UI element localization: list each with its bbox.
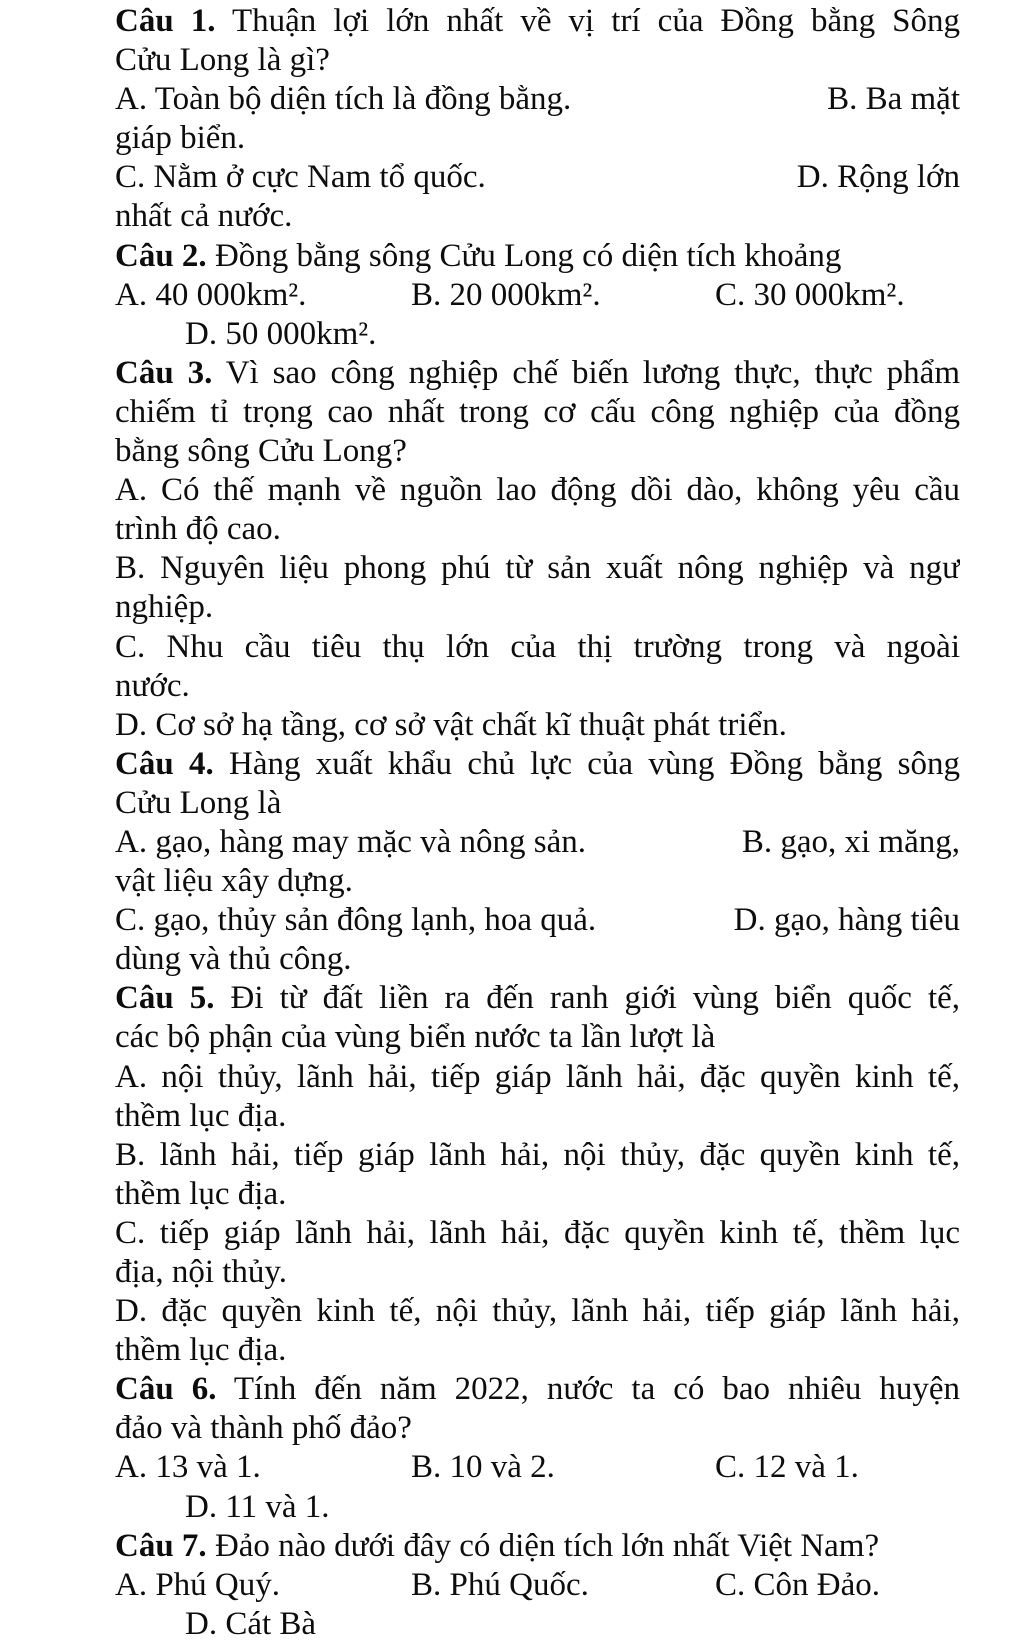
option-c: C. Nằm ở cực Nam tổ quốc. (115, 159, 486, 196)
question-text-line: chiếm tỉ trọng cao nhất trong cơ cấu công nghiệp của đồng (115, 393, 960, 430)
question-text: Tính đến năm 2022, nước ta có bao nhiêu huyện (233, 1371, 960, 1408)
option-a: A. Toàn bộ diện tích là đồng bằng. (115, 81, 572, 118)
option-d-continuation: dùng và thủ công. (115, 941, 352, 978)
option-d-continuation: nhất cả nước. (115, 198, 293, 235)
option-a-continuation: trình độ cao. (115, 511, 281, 548)
question-number: Câu 6. (115, 1371, 217, 1408)
option-a-continuation: thềm lục địa. (115, 1097, 287, 1134)
question-text: Thuận lợi lớn nhất về vị trí của Đồng bằng Sông (232, 3, 960, 39)
question-text: Đồng bằng sông Cửu Long có diện tích khoảng (214, 237, 842, 274)
option-a: A. 40 000km². (115, 276, 307, 313)
question-5 (115, 979, 960, 1370)
option-b: B. 10 và 2. (411, 1449, 555, 1486)
question-line (115, 1370, 960, 1409)
option-c: C. 30 000km². (715, 276, 905, 313)
options-row (115, 901, 960, 940)
question-2 (115, 237, 960, 354)
option-c: C. tiếp giáp lãnh hải, lãnh hải, đặc quyền kinh tế, thềm lục (115, 1214, 960, 1251)
option-b: B. Ba mặt (827, 81, 960, 118)
option-d: D. đặc quyền kinh tế, nội thủy, lãnh hải, tiếp giáp lãnh hải, (115, 1293, 960, 1330)
option-c: C. Côn Đảo. (715, 1566, 880, 1603)
option-d: D. Cơ sở hạ tầng, cơ sở vật chất kĩ thuật phát triển. (115, 706, 787, 743)
option-a: A. Có thế mạnh về nguồn lao động dồi dào, không yêu cầu (115, 472, 960, 509)
question-number: Câu 1. (115, 3, 216, 39)
options-row (115, 158, 960, 197)
question-line (115, 1527, 960, 1566)
option-a: A. Phú Quý. (115, 1566, 281, 1603)
option-b: B. lãnh hải, tiếp giáp lãnh hải, nội thủy, đặc quyền kinh tế, (115, 1136, 960, 1173)
question-number: Câu 4. (115, 745, 214, 782)
option-c: C. gạo, thủy sản đông lạnh, hoa quả. (115, 902, 597, 939)
question-line (115, 979, 960, 1018)
options-row (115, 1566, 960, 1605)
question-1 (115, 2, 960, 237)
option-b: B. 20 000km². (411, 276, 601, 313)
option-a: A. nội thủy, lãnh hải, tiếp giáp lãnh hải, đặc quyền kinh tế, (115, 1058, 960, 1095)
options-row (115, 1448, 960, 1487)
option-d: D. 50 000km². (185, 315, 377, 352)
option-d-continuation: thềm lục địa. (115, 1332, 287, 1369)
question-text: Vì sao công nghiệp chế biến lương thực, thực phẩm (225, 354, 960, 391)
question-line (115, 2, 960, 41)
options-row (115, 276, 960, 315)
option-d: D. Rộng lớn (796, 159, 960, 196)
question-text: Đảo nào dưới đây có diện tích lớn nhất Việt Nam? (214, 1527, 880, 1564)
question-number: Câu 2. (115, 237, 207, 274)
option-c-continuation: nước. (115, 667, 190, 704)
question-line (115, 745, 960, 784)
option-b: B. Phú Quốc. (411, 1566, 589, 1603)
option-d: D. 11 và 1. (185, 1488, 330, 1525)
question-6 (115, 1370, 960, 1526)
options-row (115, 80, 960, 119)
option-c: C. Nhu cầu tiêu thụ lớn của thị trường trong và ngoài (115, 628, 960, 665)
option-d: D. gạo, hàng tiêu (733, 902, 960, 939)
question-text-line: Cửu Long là (115, 784, 282, 821)
question-text: Hàng xuất khẩu chủ lực của vùng Đồng bằng sông (229, 745, 960, 782)
question-4 (115, 745, 960, 980)
question-line (115, 354, 960, 393)
question-7 (115, 1527, 960, 1644)
question-number: Câu 3. (115, 354, 213, 391)
question-number: Câu 7. (115, 1527, 207, 1564)
option-a: A. 13 và 1. (115, 1449, 261, 1486)
option-b: B. gạo, xi măng, (741, 823, 960, 860)
option-c-continuation: địa, nội thủy. (115, 1254, 288, 1290)
option-d: D. Cát Bà (185, 1605, 317, 1642)
option-c: C. 12 và 1. (715, 1449, 859, 1486)
question-line (115, 237, 960, 276)
question-text-line: các bộ phận của vùng biển nước ta lần lượt là (115, 1019, 716, 1056)
question-text-line: bằng sông Cửu Long? (115, 433, 407, 470)
question-3 (115, 354, 960, 745)
option-b-continuation: giáp biển. (115, 120, 246, 157)
option-b-continuation: vật liệu xây dựng. (115, 863, 353, 900)
options-row (115, 823, 960, 862)
option-a: A. gạo, hàng may mặc và nông sản. (115, 823, 587, 860)
question-text-line: Cửu Long là gì? (115, 42, 330, 79)
question-text: Đi từ đất liền ra đến ranh giới vùng biển quốc tế, (230, 980, 960, 1017)
option-b: B. Nguyên liệu phong phú từ sản xuất nông nghiệp và ngư (115, 550, 960, 587)
option-b-continuation: nghiệp. (115, 589, 214, 626)
question-text-line: đảo và thành phố đảo? (115, 1410, 412, 1447)
option-b-continuation: thềm lục địa. (115, 1175, 287, 1212)
question-number: Câu 5. (115, 980, 215, 1017)
